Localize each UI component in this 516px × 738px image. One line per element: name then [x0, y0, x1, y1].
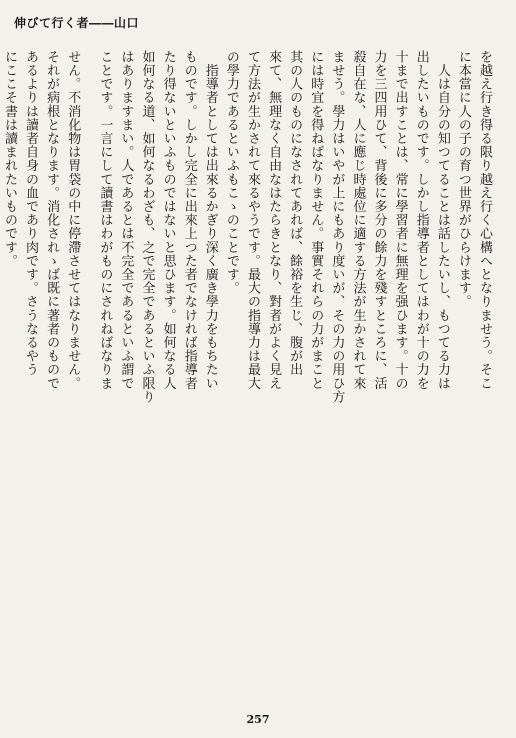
- text-column: ませう。學力はいやが上にもあり度いが、その力の用ひ方: [329, 50, 345, 404]
- text-column: はありますまい。人であるとは不完全であるといふ謂で: [118, 50, 134, 390]
- running-header: 伸びて行く者――山口: [14, 16, 140, 30]
- text-column: の學力であるといふもこゝのことです。: [223, 50, 239, 295]
- text-column: それが病根となります。消化されゝば既に著者のもので: [44, 50, 60, 390]
- text-column: 力を三四用ひて、背後に多分の餘力を殘すところに、活: [371, 50, 387, 390]
- vertical-body-text: [1, 50, 495, 700]
- text-column: には時宜を得ねばなりません。事實それらの力がまこと: [308, 50, 324, 390]
- text-column: を越え行き得る限り越え行く心構へとなりませう。そこ: [477, 50, 492, 390]
- text-column: 如何なる道、如何なるわざも、之で完全であるといふ限り: [139, 50, 155, 404]
- text-column: あるよりは讀者自身の血であり肉です。さうなるやう: [23, 50, 39, 377]
- text-column: せん。不消化物は胃袋の中に停滯させてはなりません。: [65, 50, 81, 390]
- page-number: 257: [246, 713, 270, 726]
- text-column: ものです。しかし完全に出來上つた者でなければ指導者: [181, 50, 197, 390]
- text-column: 出したいものです。しかし指導者としてはわが十の力を: [413, 50, 429, 390]
- text-column: 殺自在な、人に應じ時處位に適する方法が生かされて來: [350, 50, 366, 390]
- text-column: ことです。一言にして讀書はわがものにされねばなりま: [97, 50, 113, 390]
- text-column: たり得ないといふものではないと思ひます。如何なる人: [160, 50, 176, 390]
- text-column: 人は自分の知つてることは話したいし、もつてる力は: [434, 50, 450, 390]
- text-column: 十まで出すことは、常に學習者に無理を强ひます。十の: [392, 50, 408, 390]
- text-column: にここそ書は讀まれたいものです。: [1, 50, 17, 268]
- text-column: 指導者としては出來るかぎり深く廣き學力をもちたい: [202, 50, 218, 390]
- text-column: て方法が生かされて來るやうです。最大の指導力は最大: [244, 50, 260, 390]
- text-column: 其の人のものになされてあれば、餘裕を生じ、腹が出: [287, 50, 303, 377]
- text-column: 來て、無理なく自由なはたらきとなり、對者がよく見え: [266, 50, 282, 390]
- text-column: に本當に人の子の育つ世界がひらけます。: [455, 50, 471, 309]
